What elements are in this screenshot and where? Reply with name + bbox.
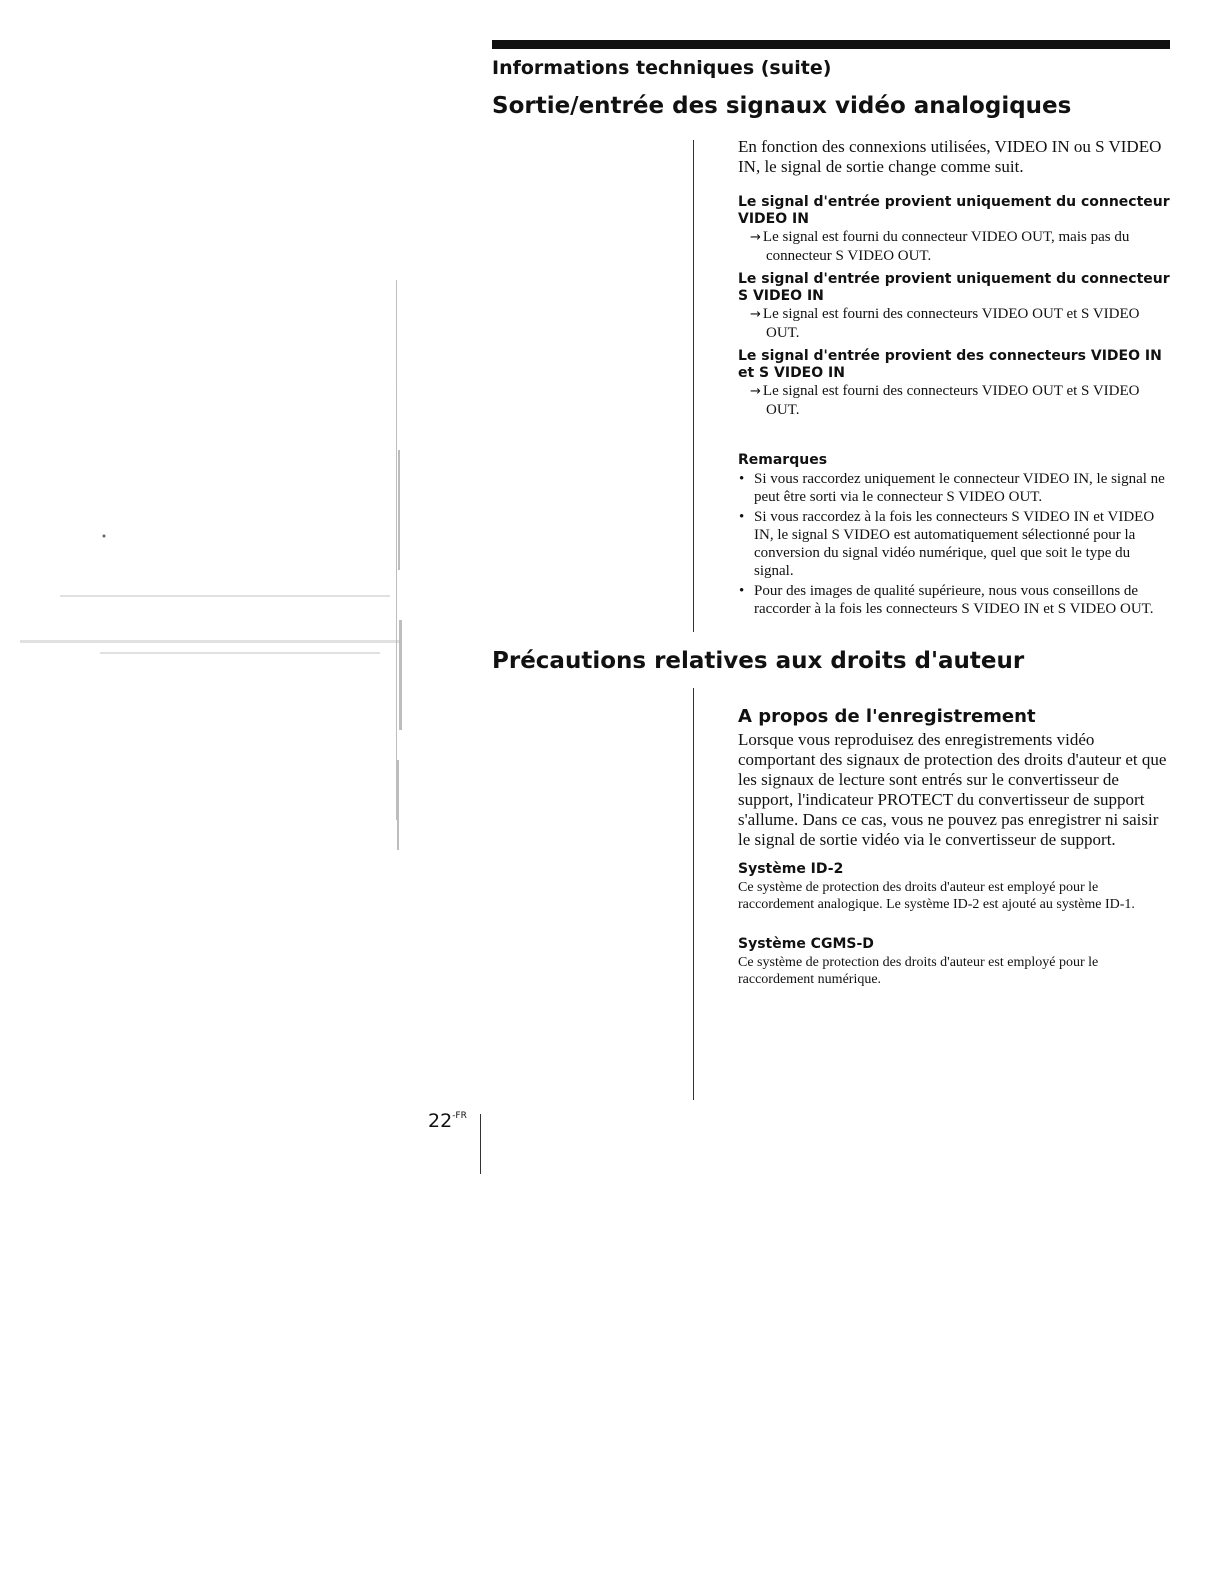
note-text: Si vous raccordez uniquement le connecteur VIDEO IN, le signal ne peut être sorti via le connecteur S VIDEO OUT. [754,471,1165,505]
page-number [428,1110,467,1132]
page-number-value: 22 [428,1110,453,1132]
page-number-rule [480,1114,481,1174]
column-divider [693,688,694,1100]
signal-case [738,194,1170,265]
case-result [738,305,1170,342]
top-rule [492,40,1170,49]
system-description: Ce système de protection des droits d'auteur est employé pour le raccordement numérique. [738,955,1099,987]
signal-case [738,348,1170,419]
system-title: Système ID-2 [738,861,844,877]
list-item [738,470,1170,506]
case-title: Le signal d'entrée provient uniquement du connecteur S VIDEO IN [738,271,1170,304]
arrow-right-icon: → [750,230,761,245]
intro-paragraph: En fonction des connexions utilisées, VIDEO IN ou S VIDEO IN, le signal de sortie change comme suit. [738,137,1162,176]
system-description: Ce système de protection des droits d'auteur est employé pour le raccordement analogique. Le système ID-2 est ajouté au système ID-1. [738,880,1135,912]
case-result-text: Le signal est fourni des connecteurs VIDEO OUT et S VIDEO OUT. [762,306,1140,341]
notes-list [738,470,1170,618]
section-title-video-signals: Sortie/entrée des signaux vidéo analogiques [492,93,1072,119]
subsection-title: A propos de l'enregistrement [738,706,1036,727]
list-item [738,508,1170,580]
case-result [738,228,1170,265]
running-head: Informations techniques (suite) [492,57,832,79]
note-text: Pour des images de qualité supérieure, nous vous conseillons de raccorder à la fois les connecteurs S VIDEO IN et S VIDEO OUT. [754,583,1154,617]
bullet-icon: • [739,583,745,599]
case-result-text: Le signal est fourni du connecteur VIDEO OUT, mais pas du connecteur S VIDEO OUT. [762,229,1130,264]
signal-cases [738,194,1170,425]
list-item [738,582,1170,618]
recording-block [738,706,1170,1010]
arrow-right-icon: → [750,384,761,399]
section-title-copyright: Précautions relatives aux droits d'auteur [492,648,1025,674]
recording-paragraph: Lorsque vous reproduisez des enregistrements vidéo comportant des signaux de protection des droits d'auteur et que les signaux de lecture sont entrés sur le convertisseur de support, l'indicateur PROTECT du convertisseur de support s'allume. Dans ce cas, vous ne pouvez pas enregistrer ni saisir le signal de sortie vidéo via le convertisseur de support. [738,730,1167,849]
notes-title: Remarques [738,452,828,468]
page-language-suffix: -FR [452,1111,467,1121]
signal-case [738,271,1170,342]
arrow-right-icon: → [750,307,761,322]
note-text: Si vous raccordez à la fois les connecteurs S VIDEO IN et VIDEO IN, le signal S VIDEO est automatiquement sélectionné pour la conversion du signal vidéo numérique, quel que soit le type du signal. [754,509,1155,579]
bullet-icon: • [739,509,745,525]
case-title: Le signal d'entrée provient uniquement du connecteur VIDEO IN [738,194,1170,227]
case-title: Le signal d'entrée provient des connecteurs VIDEO IN et S VIDEO IN [738,348,1162,381]
notes-block [738,452,1170,620]
case-result-text: Le signal est fourni des connecteurs VIDEO OUT et S VIDEO OUT. [762,383,1140,418]
case-result [738,382,1170,419]
bullet-icon: • [739,471,745,487]
system-title: Système CGMS-D [738,936,874,952]
column-divider [693,140,694,632]
